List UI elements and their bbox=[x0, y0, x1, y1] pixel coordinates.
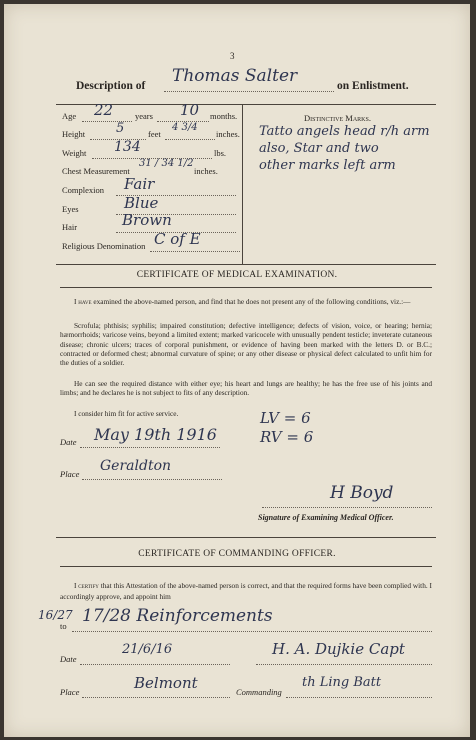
commanding-officer-signature: H. A. Dujkie Capt bbox=[272, 640, 405, 658]
commanding-to-value: 17/28 Reinforcements bbox=[82, 606, 273, 626]
commanding-date-label: Date bbox=[60, 654, 77, 664]
age-months-value: 10 bbox=[180, 101, 200, 119]
age-label: Age bbox=[62, 111, 77, 121]
vision-right: RV = 6 bbox=[260, 428, 314, 446]
commanding-certificate-heading: CERTIFICATE OF COMMANDING OFFICER. bbox=[138, 549, 336, 559]
distinctive-marks-heading: Distinctive Marks. bbox=[304, 113, 371, 123]
height-inches-value: 4 3/4 bbox=[172, 122, 198, 133]
medical-para-1 bbox=[60, 297, 432, 306]
commanding-unit-value: th Ling Batt bbox=[302, 675, 382, 690]
height-feet-unit: feet bbox=[148, 129, 161, 139]
medical-signature-caption: Signature of Examining Medical Officer. bbox=[258, 513, 394, 522]
eyes-value: Blue bbox=[124, 194, 159, 212]
commanding-para-lead: I certify bbox=[74, 581, 99, 590]
page-number: 3 bbox=[230, 51, 235, 61]
description-title-suffix: on Enlistment. bbox=[337, 80, 409, 92]
hair-value: Brown bbox=[122, 211, 172, 229]
medical-date-value: May 19th 1916 bbox=[94, 425, 217, 444]
age-years-unit: years bbox=[135, 111, 153, 121]
soldier-name: Thomas Salter bbox=[172, 66, 298, 86]
eyes-label: Eyes bbox=[62, 204, 79, 214]
age-months-unit: months. bbox=[210, 111, 238, 121]
commanding-margin-note: 16/27 bbox=[38, 608, 73, 622]
attestation-page bbox=[4, 4, 470, 737]
distinctive-marks-line-3: other marks left arm bbox=[259, 158, 396, 173]
height-label: Height bbox=[62, 129, 86, 139]
vision-left: LV = 6 bbox=[260, 409, 311, 427]
chest-label: Chest Measurement bbox=[62, 166, 130, 176]
weight-label: Weight bbox=[62, 148, 87, 158]
chest-unit: inches. bbox=[194, 166, 218, 176]
commanding-place-label: Place bbox=[60, 687, 80, 697]
complexion-value: Fair bbox=[124, 175, 155, 193]
commanding-place-value: Belmont bbox=[134, 674, 198, 692]
weight-value: 134 bbox=[114, 139, 141, 155]
medical-certificate-heading: CERTIFICATE OF MEDICAL EXAMINATION. bbox=[136, 270, 338, 280]
distinctive-marks-line-2: also, Star and two bbox=[259, 141, 379, 156]
description-title-prefix: Description of bbox=[76, 80, 146, 92]
weight-unit: lbs. bbox=[214, 148, 227, 158]
commanding-para-body: that this Attestation of the above-named person is correct, and that the required forms have been complied with. I accordingly approve, and appoint him bbox=[60, 581, 432, 601]
religion-value: C of E bbox=[154, 230, 201, 248]
chest-value: 31 / 34 1/2 bbox=[139, 158, 194, 169]
medical-officer-signature: H Boyd bbox=[330, 483, 394, 503]
religion-label: Religious Denomination bbox=[62, 241, 146, 251]
height-feet-value: 5 bbox=[116, 121, 125, 136]
commanding-para bbox=[60, 580, 432, 602]
hair-label: Hair bbox=[62, 222, 78, 232]
medical-date-label: Date bbox=[60, 437, 77, 447]
complexion-label: Complexion bbox=[62, 185, 105, 195]
commanding-label: Commanding bbox=[236, 687, 282, 697]
medical-para-4: I consider him fit for active service. bbox=[74, 409, 179, 418]
age-years-value: 22 bbox=[94, 101, 114, 119]
commanding-to-label: to bbox=[60, 621, 67, 631]
medical-para-1-body: examined the above-named person, and find that he does not present any of the following conditions, viz.:— bbox=[93, 297, 411, 306]
medical-para-3: He can see the required distance with either eye; his heart and lungs are healthy; he has the free use of his joints and limbs; and he declares he is not subject to fits of any description. bbox=[60, 379, 432, 398]
medical-para-2: Scrofula; phthisis; syphilis; impaired constitution; defective intelligence; defects of vision, voice, or hearing; hernia; hæmorrhoids; varicose veins, beyond a limited extent; marked varicocele with unusually pendent testicle; inveterate cutaneous disease; chronic ulcers; traces of corporal punishment, or evidence of having been marked with the letters D. or B.C.; contracted or deformed chest; abnormal curvature of spine; or any other disease or physical defect calculated to unfit him for the duties of a soldier. bbox=[60, 321, 432, 368]
distinctive-marks-line-1: Tatto angels head r/h arm bbox=[259, 124, 430, 139]
commanding-date-value: 21/6/16 bbox=[122, 642, 173, 657]
height-inches-unit: inches. bbox=[216, 129, 240, 139]
medical-para-1-lead: I have bbox=[74, 297, 92, 306]
medical-place-value: Geraldton bbox=[100, 458, 172, 474]
medical-place-label: Place bbox=[60, 469, 80, 479]
